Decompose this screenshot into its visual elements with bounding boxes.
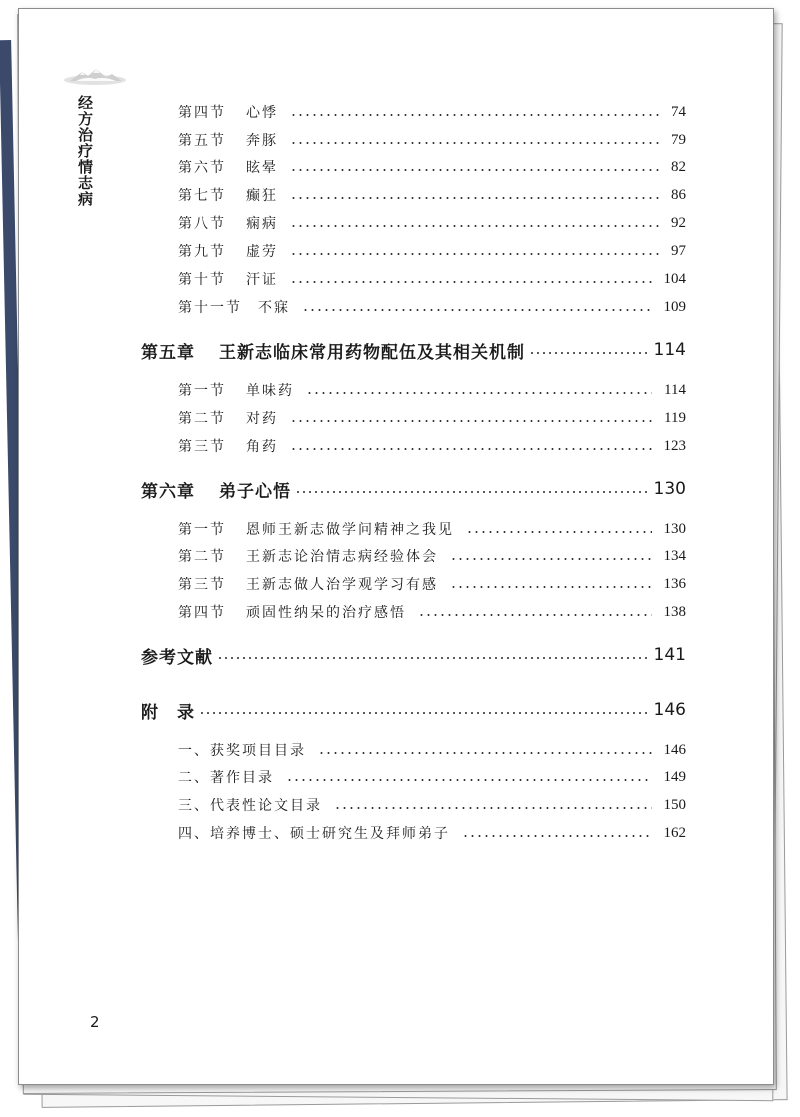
toc-entry[interactable] bbox=[178, 519, 686, 539]
chapter-number: 第六章 bbox=[141, 481, 195, 502]
entry-title: 对药 bbox=[246, 411, 278, 427]
entry-title: 虚劳 bbox=[246, 244, 278, 260]
entry-number: 第十一节 bbox=[178, 300, 242, 316]
entry-title: 眩晕 bbox=[246, 160, 278, 176]
dot-leader bbox=[290, 114, 659, 116]
entry-number: 第二节 bbox=[178, 549, 226, 565]
toc-entry[interactable] bbox=[178, 795, 686, 815]
toc-entry[interactable] bbox=[178, 602, 686, 622]
dot-leader bbox=[286, 779, 652, 781]
dot-leader bbox=[290, 169, 659, 171]
entry-page: 119 bbox=[664, 409, 686, 426]
entry-page: 79 bbox=[671, 131, 686, 148]
toc-entry[interactable] bbox=[178, 436, 686, 456]
entry-title: 王新志论治情志病经验体会 bbox=[246, 549, 438, 565]
entry-page: 104 bbox=[663, 270, 686, 287]
chapter-page: 146 bbox=[653, 700, 686, 720]
chapter-title: 附 录 bbox=[141, 702, 195, 723]
entry-title: 角药 bbox=[246, 439, 278, 455]
dot-leader bbox=[217, 657, 650, 659]
entry-number: 第六节 bbox=[178, 160, 226, 176]
entry-title: 不寐 bbox=[258, 300, 290, 316]
entry-title: 单味药 bbox=[246, 383, 294, 399]
toc-entry[interactable] bbox=[178, 574, 686, 594]
entry-page: 138 bbox=[663, 603, 686, 620]
entry-page: 82 bbox=[671, 158, 686, 175]
entry-title: 二、著作目录 bbox=[178, 770, 274, 786]
dot-leader bbox=[302, 309, 652, 311]
entry-title: 四、培养博士、硕士研究生及拜师弟子 bbox=[178, 826, 450, 842]
entry-number: 第一节 bbox=[178, 383, 226, 399]
toc-entry[interactable] bbox=[178, 546, 686, 566]
dot-leader bbox=[290, 197, 659, 199]
entry-page: 134 bbox=[663, 547, 686, 564]
dot-leader bbox=[290, 142, 659, 144]
chapter-title: 弟子心悟 bbox=[219, 481, 291, 502]
dot-leader bbox=[290, 225, 659, 227]
toc-entry[interactable] bbox=[178, 269, 686, 289]
toc-entry[interactable] bbox=[178, 740, 686, 760]
entry-title: 汗证 bbox=[246, 272, 278, 288]
running-title: 经方治疗情志病 bbox=[76, 95, 94, 207]
toc-chapter[interactable] bbox=[141, 477, 686, 501]
dot-leader bbox=[306, 392, 652, 394]
dot-leader bbox=[334, 807, 652, 809]
entry-number: 第三节 bbox=[178, 577, 226, 593]
chapter-title: 王新志临床常用药物配伍及其相关机制 bbox=[219, 342, 525, 363]
dot-leader bbox=[466, 531, 652, 533]
entry-number: 第四节 bbox=[178, 605, 226, 621]
entry-page: 114 bbox=[664, 381, 686, 398]
entry-page: 136 bbox=[663, 575, 686, 592]
toc-chapter[interactable] bbox=[141, 643, 686, 667]
chapter-number: 第五章 bbox=[141, 342, 195, 363]
entry-title: 痫病 bbox=[246, 216, 278, 232]
toc-entry[interactable] bbox=[178, 102, 686, 122]
toc-entry[interactable] bbox=[178, 157, 686, 177]
entry-number: 第十节 bbox=[178, 272, 226, 288]
toc-entry[interactable] bbox=[178, 408, 686, 428]
entry-title: 恩师王新志做学问精神之我见 bbox=[246, 522, 454, 538]
toc-entry[interactable] bbox=[178, 380, 686, 400]
toc-entry[interactable] bbox=[178, 767, 686, 787]
entry-page: 162 bbox=[663, 824, 686, 841]
chapter-page: 130 bbox=[653, 479, 686, 499]
toc-entry[interactable] bbox=[178, 213, 686, 233]
entry-number: 第三节 bbox=[178, 439, 226, 455]
toc-chapter[interactable] bbox=[141, 698, 686, 722]
toc-entry[interactable] bbox=[178, 297, 686, 317]
entry-title: 王新志做人治学观学习有感 bbox=[246, 577, 438, 593]
entry-number: 第二节 bbox=[178, 411, 226, 427]
toc-entry[interactable] bbox=[178, 130, 686, 150]
dot-leader bbox=[290, 448, 652, 450]
entry-title: 癫狂 bbox=[246, 188, 278, 204]
entry-title: 奔豚 bbox=[246, 133, 278, 149]
entry-page: 146 bbox=[663, 741, 686, 758]
entry-page: 109 bbox=[663, 298, 686, 315]
entry-page: 86 bbox=[671, 186, 686, 203]
entry-page: 123 bbox=[663, 437, 686, 454]
entry-page: 97 bbox=[671, 242, 686, 259]
chapter-page: 114 bbox=[653, 340, 686, 360]
dot-leader bbox=[295, 491, 650, 493]
dot-leader bbox=[290, 253, 659, 255]
dot-leader bbox=[290, 420, 652, 422]
entry-number: 第八节 bbox=[178, 216, 226, 232]
dot-leader bbox=[290, 281, 652, 283]
entry-title: 心悸 bbox=[246, 105, 278, 121]
toc-entry[interactable] bbox=[178, 823, 686, 843]
chapter-title: 参考文献 bbox=[141, 647, 213, 668]
entry-number: 第一节 bbox=[178, 522, 226, 538]
dot-leader bbox=[529, 352, 650, 354]
entry-number: 第四节 bbox=[178, 105, 226, 121]
toc-entry[interactable] bbox=[178, 241, 686, 261]
dot-leader bbox=[199, 712, 650, 714]
dot-leader bbox=[418, 614, 652, 616]
toc-entry[interactable] bbox=[178, 185, 686, 205]
entry-number: 第九节 bbox=[178, 244, 226, 260]
entry-number: 第七节 bbox=[178, 188, 226, 204]
dot-leader bbox=[450, 586, 652, 588]
dot-leader bbox=[450, 558, 652, 560]
page-number: 2 bbox=[90, 1013, 100, 1031]
entry-page: 149 bbox=[663, 768, 686, 785]
entry-page: 92 bbox=[671, 214, 686, 231]
entry-title: 一、获奖项目目录 bbox=[178, 743, 306, 759]
toc-chapter[interactable] bbox=[141, 338, 686, 362]
entry-number: 第五节 bbox=[178, 133, 226, 149]
entry-title: 顽固性纳呆的治疗感悟 bbox=[246, 605, 406, 621]
entry-page: 74 bbox=[671, 103, 686, 120]
chapter-page: 141 bbox=[653, 645, 686, 665]
dot-leader bbox=[462, 835, 652, 837]
dot-leader bbox=[318, 752, 652, 754]
entry-page: 150 bbox=[663, 796, 686, 813]
entry-title: 三、代表性论文目录 bbox=[178, 798, 322, 814]
entry-page: 130 bbox=[663, 520, 686, 537]
